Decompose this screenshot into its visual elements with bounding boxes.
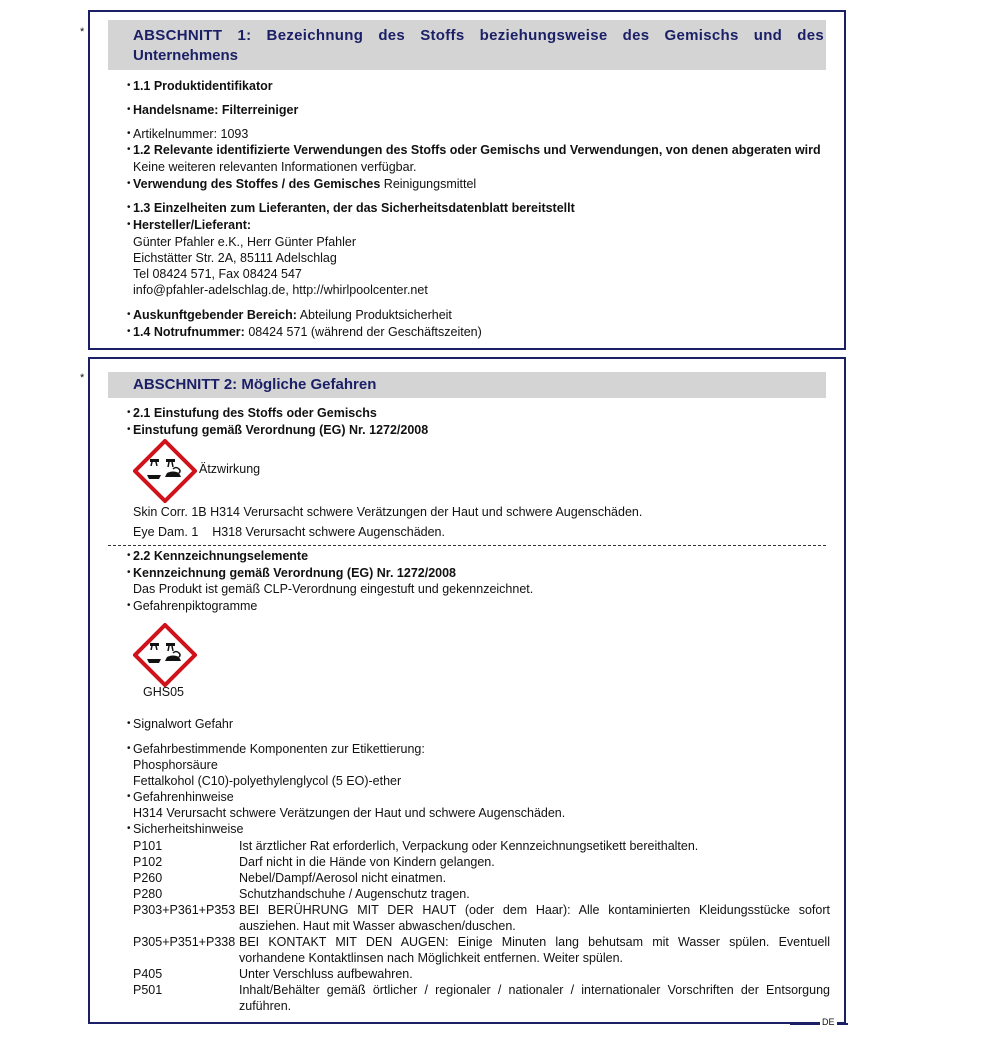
product-identifier-heading: 1.1 Produktidentifikator xyxy=(133,79,273,93)
bullet: • xyxy=(127,718,131,729)
section-2-header xyxy=(108,372,826,398)
p-code: P303+P361+P353 xyxy=(133,903,236,917)
p-text: BEI KONTAKT MIT DEN AUGEN: Einige Minuten lang behutsam mit Wasser spülen. Eventuell vorhandene Kontaktlinsen nach Möglichkeit entfernen. Weiter spülen. xyxy=(239,935,830,965)
bullet: • xyxy=(127,144,131,155)
section-2-box xyxy=(88,357,846,1024)
address-line: info@pfahler-adelschlag.de, http://whirlpoolcenter.net xyxy=(133,283,428,297)
info-value: Abteilung Produktsicherheit xyxy=(299,308,452,322)
info-label: Auskunftgebender Bereich: xyxy=(133,308,297,322)
change-marker: * xyxy=(80,26,85,38)
p-text: Nebel/Dampf/Aerosol nicht einatmen. xyxy=(239,871,447,885)
p-code: P305+P351+P338 xyxy=(133,935,236,949)
bullet: • xyxy=(127,219,131,230)
p-code: P501 xyxy=(133,983,163,997)
hazard-statement: H314 Verursacht schwere Verätzungen der Haut und schwere Augenschäden. xyxy=(133,806,566,820)
pictograms-label: Gefahrenpiktogramme xyxy=(133,599,258,613)
section-1-header xyxy=(108,20,826,70)
bullet: • xyxy=(127,128,131,139)
classification-regulation: Einstufung gemäß Verordnung (EG) Nr. 1272/2008 xyxy=(133,423,429,437)
clp-text: Das Produkt ist gemäß CLP-Verordnung eingestuft und gekennzeichnet. xyxy=(133,582,534,596)
p-code: P101 xyxy=(133,839,163,853)
use-line xyxy=(133,177,476,192)
footer-rule xyxy=(790,1023,848,1025)
no-further-info: Keine weiteren relevanten Informationen verfügbar. xyxy=(133,160,417,174)
change-marker: * xyxy=(80,372,85,384)
label-elements-heading: 2.2 Kennzeichnungselemente xyxy=(133,549,309,563)
bullet: • xyxy=(127,80,131,91)
info-line xyxy=(133,308,452,323)
bullet: • xyxy=(127,600,131,611)
bullet: • xyxy=(127,567,131,578)
supplier-details-heading: 1.3 Einzelheiten zum Lieferanten, der das Sicherheitsdatenblatt bereitstellt xyxy=(133,201,575,215)
bullet: • xyxy=(127,407,131,418)
use-value: Reinigungsmittel xyxy=(383,177,477,191)
use-label: Verwendung des Stoffes / des Gemisches xyxy=(133,177,381,191)
p-text: BEI BERÜHRUNG MIT DER HAUT (oder dem Haar): Alle kontaminierten Kleidungsstücke sofort ausziehen. Haut mit Wasser abwaschen/duschen. xyxy=(239,903,830,933)
hazard-class-line: Eye Dam. 1 H318 Verursacht schwere Augenschäden. xyxy=(133,525,445,539)
section-1-title-line2: Unternehmens xyxy=(133,47,239,64)
components-label: Gefahrbestimmende Komponenten zur Etikettierung: xyxy=(133,742,425,756)
bullet: • xyxy=(127,178,131,189)
hazard-statements-label: Gefahrenhinweise xyxy=(133,790,234,804)
precautionary-label: Sicherheitshinweise xyxy=(133,822,244,836)
p-text: Inhalt/Behälter gemäß örtlicher / regionaler / nationaler / internationaler Vorschriften der Entsorgung zuführen. xyxy=(239,983,830,1013)
p-text: Unter Verschluss aufbewahren. xyxy=(239,967,413,981)
bullet: • xyxy=(127,791,131,802)
p-code: P405 xyxy=(133,967,163,981)
section-1-box xyxy=(88,10,846,350)
bullet: • xyxy=(127,743,131,754)
p-text: Ist ärztlicher Rat erforderlich, Verpackung oder Kennzeichnungsetikett bereithalten. xyxy=(239,839,699,853)
pictogram-label: Ätzwirkung xyxy=(199,462,261,476)
footer-language: DE xyxy=(822,1017,835,1027)
manufacturer-label: Hersteller/Lieferant: xyxy=(133,218,252,232)
bullet: • xyxy=(127,823,131,834)
label-regulation: Kennzeichnung gemäß Verordnung (EG) Nr. 1272/2008 xyxy=(133,566,456,580)
component-item: Fettalkohol (C10)-polyethylenglycol (5 EO)-ether xyxy=(133,774,402,788)
bullet: • xyxy=(127,202,131,213)
address-line: Günter Pfahler e.K., Herr Günter Pfahler xyxy=(133,235,357,249)
hazard-class-line: Skin Corr. 1B H314 Verursacht schwere Verätzungen der Haut und schwere Augenschäden. xyxy=(133,505,643,519)
bullet: • xyxy=(127,309,131,320)
emergency-line xyxy=(133,325,482,340)
emergency-value: 08424 571 (während der Geschäftszeiten) xyxy=(248,325,482,339)
p-code: P260 xyxy=(133,871,163,885)
corrosion-icon xyxy=(133,623,197,687)
bullet: • xyxy=(127,550,131,561)
component-item: Phosphorsäure xyxy=(133,758,218,772)
emergency-label: 1.4 Notrufnummer: xyxy=(133,325,245,339)
trade-name: Handelsname: Filterreiniger xyxy=(133,103,299,117)
section-1-title-line1: ABSCHNITT 1: Bezeichnung des Stoffs beziehungsweise des Gemischs und des xyxy=(133,27,824,44)
section-2-title: ABSCHNITT 2: Mögliche Gefahren xyxy=(133,376,377,393)
relevant-uses-heading: 1.2 Relevante identifizierte Verwendungen des Stoffs oder Gemischs und Verwendungen, von denen abgeraten wird xyxy=(133,143,821,157)
p-code: P280 xyxy=(133,887,163,901)
bullet: • xyxy=(127,104,131,115)
address-line: Tel 08424 571, Fax 08424 547 xyxy=(133,267,302,281)
ghs-code: GHS05 xyxy=(143,685,184,699)
classification-heading: 2.1 Einstufung des Stoffs oder Gemischs xyxy=(133,406,377,420)
separator xyxy=(108,545,826,546)
p-code: P102 xyxy=(133,855,163,869)
article-number: Artikelnummer: 1093 xyxy=(133,127,249,141)
corrosion-icon xyxy=(133,439,197,503)
p-text: Darf nicht in die Hände von Kindern gelangen. xyxy=(239,855,495,869)
address-line: Eichstätter Str. 2A, 85111 Adelschlag xyxy=(133,251,337,265)
signal-word: Signalwort Gefahr xyxy=(133,717,234,731)
bullet: • xyxy=(127,424,131,435)
bullet: • xyxy=(127,326,131,337)
p-text: Schutzhandschuhe / Augenschutz tragen. xyxy=(239,887,470,901)
